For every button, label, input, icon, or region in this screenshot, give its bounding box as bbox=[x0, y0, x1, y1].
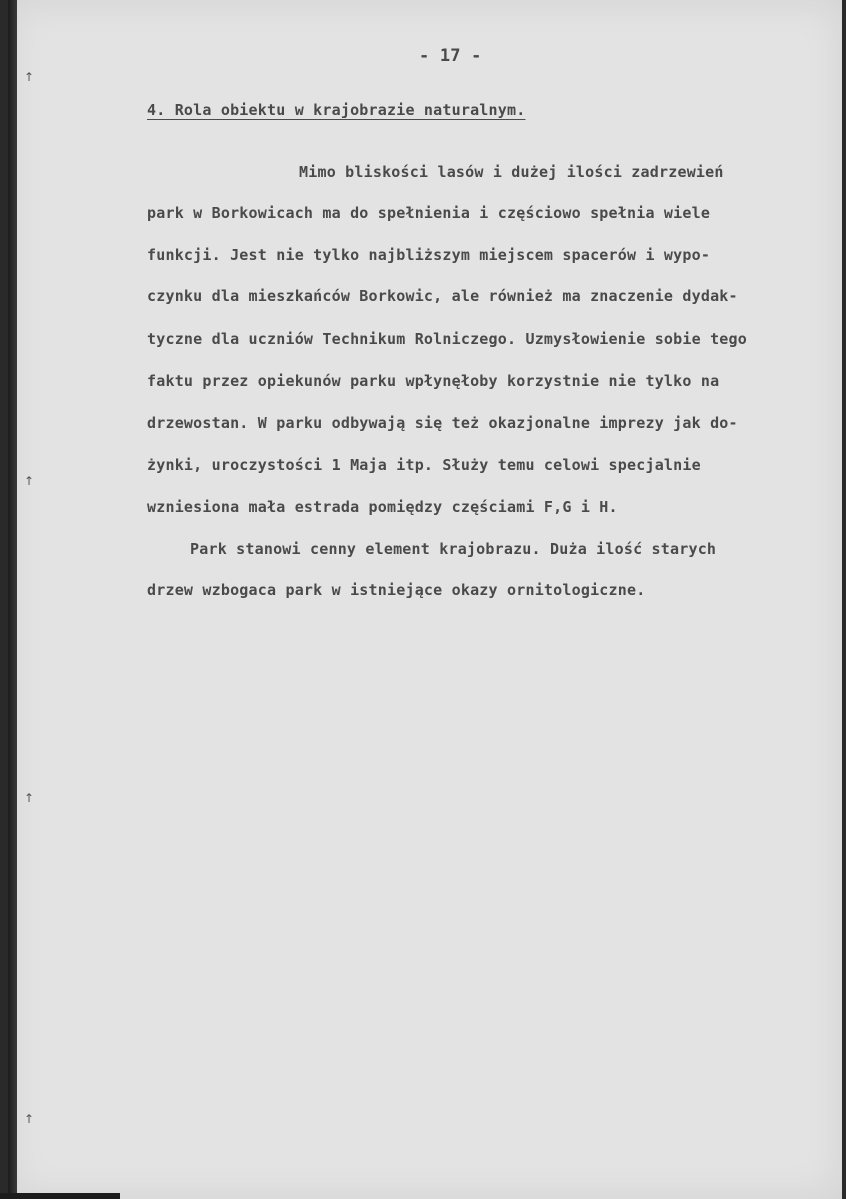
paragraph-line: żynki, uroczystości 1 Maja itp. Służy temu celowi specjalnie bbox=[147, 456, 701, 474]
paragraph-line: faktu przez opiekunów parku wpłynęłoby korzystnie nie tylko na bbox=[147, 372, 720, 390]
scan-bottom-edge bbox=[0, 1193, 120, 1199]
punch-mark: ↑ bbox=[24, 791, 35, 805]
paragraph-line: czynku dla mieszkańców Borkowic, ale również ma znaczenie dydak- bbox=[147, 287, 738, 305]
paragraph-line: tyczne dla uczniów Technikum Rolniczego. Uzmysłowienie sobie tego bbox=[147, 330, 747, 348]
punch-mark: ↑ bbox=[24, 70, 35, 84]
scan-left-edge bbox=[8, 0, 17, 1199]
paragraph-line: park w Borkowicach ma do spełnienia i częściowo spełnia wiele bbox=[147, 204, 711, 222]
page-number: - 17 - bbox=[419, 46, 482, 66]
document-page bbox=[8, 0, 842, 1199]
paragraph-line: funkcji. Jest nie tylko najbliższym miejscem spacerów i wypo- bbox=[147, 246, 711, 264]
paragraph-line: Mimo bliskości lasów i dużej ilości zadrzewień bbox=[299, 163, 724, 181]
punch-mark: ↑ bbox=[24, 474, 35, 488]
section-heading: 4. Rola obiektu w krajobrazie naturalnym. bbox=[147, 101, 526, 119]
paragraph-line: Park stanowi cenny element krajobrazu. Duża ilość starych bbox=[190, 540, 717, 558]
paragraph-line: wzniesiona mała estrada pomiędzy częściami F,G i H. bbox=[147, 498, 618, 516]
punch-mark: ↑ bbox=[24, 1112, 35, 1126]
paragraph-line: drzew wzbogaca park w istniejące okazy ornitologiczne. bbox=[147, 581, 646, 599]
paragraph-line: drzewostan. W parku odbywają się też okazjonalne imprezy jak do- bbox=[147, 414, 738, 432]
